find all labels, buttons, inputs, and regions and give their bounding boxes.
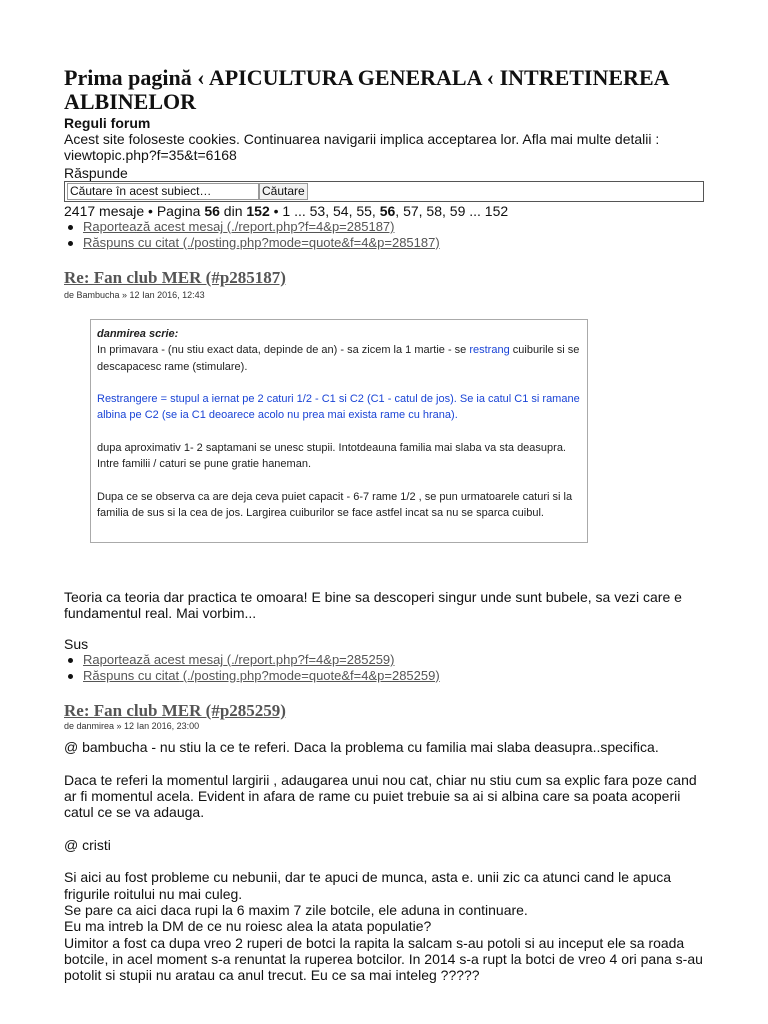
report-post-url[interactable]: (./report.php?f=4&p=285187) xyxy=(223,219,395,234)
report-post-link[interactable]: Raportează acest mesaj xyxy=(83,652,224,667)
post-body xyxy=(64,739,708,983)
report-post-item[interactable] xyxy=(64,652,440,668)
post-count-text: 2417 mesaje • Pagina xyxy=(64,203,205,219)
post-body: Teoria ca teoria dar practica te omoara! E bine sa descoperi singur unde sunt bubele, sa vezi care e fundamentul real. Mai vorbim... xyxy=(64,589,682,622)
report-post-item[interactable] xyxy=(64,219,440,235)
post-body-line: Se pare ca aici daca rupi la 6 maxim 7 zile botcile, ele aduna in continuare. xyxy=(64,901,528,918)
post-title[interactable]: Re: Fan club MER (#p285187) xyxy=(64,268,286,287)
post-date: » 12 Ian 2016, 23:00 xyxy=(114,721,200,731)
post-title[interactable]: Re: Fan club MER (#p285259) xyxy=(64,701,286,720)
search-button[interactable]: Căutare xyxy=(259,183,308,200)
quote-reply-url[interactable]: (./posting.php?mode=quote&f=4&p=285259) xyxy=(179,668,440,683)
post-date: » 12 Ian 2016, 12:43 xyxy=(119,290,205,300)
post-body-line xyxy=(64,853,708,869)
cookies-notice: Acest site foloseste cookies. Continuarea navigarii implica acceptarea lor. Afla mai multe detalii : viewtopic.php?f=35&t=6168 xyxy=(64,131,660,163)
post-body-line: Daca te referi la momentul largirii , adaugarea unui nou cat, chiar nu stiu cum sa explic fara poze cand ar fi momentul acela. Evident in afara de rame cu puiet trebuie sa ai si albina care sa poata acoperii catul ce se va adauga. xyxy=(64,771,697,821)
quote-p1-highlight: restrang xyxy=(469,344,510,357)
quote-block xyxy=(90,319,588,543)
post-body-line xyxy=(64,755,708,771)
page-link-current: 56 xyxy=(379,203,396,219)
post-body-line xyxy=(64,820,708,836)
quote-reply-link[interactable]: Răspuns cu citat xyxy=(83,235,180,250)
back-to-top-link[interactable]: Sus xyxy=(64,636,89,652)
post-meta xyxy=(64,721,199,732)
post-body-line: Si aici au fost probleme cu nebunii, dar te apuci de munca, asta e. unii zic ca atunci cand le apuca frigurile roitului nu mai culeg. xyxy=(64,869,672,902)
page-links-after[interactable]: , 57, 58, 59 ... 152 xyxy=(395,203,509,219)
quote-p1-before: In primavara - (nu stiu exact data, depinde de an) - sa zicem la 1 martie - se xyxy=(97,344,470,357)
reply-button[interactable]: Răspunde xyxy=(64,165,128,181)
post-body-line: @ cristi xyxy=(64,836,111,853)
quote-paragraph-3: dupa aproximativ 1- 2 saptamani se unesc stupii. Intotdeauna familia mai slaba va sta deasupra. Intre familii / caturi se pune gratie haneman. xyxy=(97,442,566,471)
quote-reply-item[interactable] xyxy=(64,668,440,684)
post-actions xyxy=(64,219,440,251)
quote-reply-url[interactable]: (./posting.php?mode=quote&f=4&p=285187) xyxy=(179,235,440,250)
quote-author: danmirea scrie: xyxy=(97,328,179,340)
post-meta-prefix: de xyxy=(64,290,77,300)
quote-reply-link[interactable]: Răspuns cu citat xyxy=(83,668,180,683)
report-post-url[interactable]: (./report.php?f=4&p=285259) xyxy=(223,652,395,667)
current-page: 56 xyxy=(204,203,220,219)
post-author[interactable]: Bambucha xyxy=(76,290,120,300)
quote-paragraph-2: Restrangere = stupul a iernat pe 2 caturi 1/2 - C1 si C2 (C1 - catul de jos). Se ia catul C1 si ramane albina pe C2 (se ia C1 deoarece acolo nu prea mai exista rame cu hrana). xyxy=(97,393,580,422)
page-title: Prima pagină ‹ APICULTURA GENERALA ‹ INTRETINEREA ALBINELOR xyxy=(64,65,669,114)
quote-p1-after: cuiburile si se descapacesc rame (stimulare). xyxy=(97,344,580,373)
topic-search-input[interactable]: Căutare în acest subiect… xyxy=(67,183,259,200)
topic-search-form xyxy=(64,181,704,202)
post-meta xyxy=(64,290,205,301)
post-author[interactable]: danmirea xyxy=(76,721,115,731)
quote-reply-item[interactable] xyxy=(64,235,440,251)
quote-paragraph-1 xyxy=(97,342,581,375)
page-links-before[interactable]: • 1 ... 53, 54, 55, xyxy=(269,203,380,219)
total-pages: 152 xyxy=(246,203,270,219)
quote-paragraph-4: Dupa ce se observa ca are deja ceva puiet capacit - 6-7 rame 1/2 , se pun urmatoarele caturi si la familia de sus si la cea de jos. Largirea cuiburilor se face astfel incat sa nu se sparca cuibul. xyxy=(97,490,573,520)
pagination xyxy=(64,203,508,219)
report-post-link[interactable]: Raportează acest mesaj xyxy=(83,219,224,234)
post-body-line: @ bambucha - nu stiu la ce te referi. Daca la problema cu familia mai slaba deasupra..specifica. xyxy=(64,739,659,755)
post-body-line: Eu ma intreb la DM de ce nu roiesc alea la atata populatie? xyxy=(64,918,432,935)
of-text: din xyxy=(219,203,247,219)
post-actions xyxy=(64,652,440,684)
forum-rules-link[interactable]: Reguli forum xyxy=(64,115,151,131)
post-body-line: Uimitor a fost ca dupa vreo 2 ruperi de botci la rapita la salcam s-au potoli si au inceput ele sa roada botcile, in acel moment s-a renuntat la ruperea botcilor. In 2014 s-a rupt la botci de vreo 4 ori pana s-au potolit si stupii nu aratau ca anul trecut. Eu ce sa mai inteleg ????? xyxy=(64,934,703,984)
post-meta-prefix: de xyxy=(64,721,77,731)
